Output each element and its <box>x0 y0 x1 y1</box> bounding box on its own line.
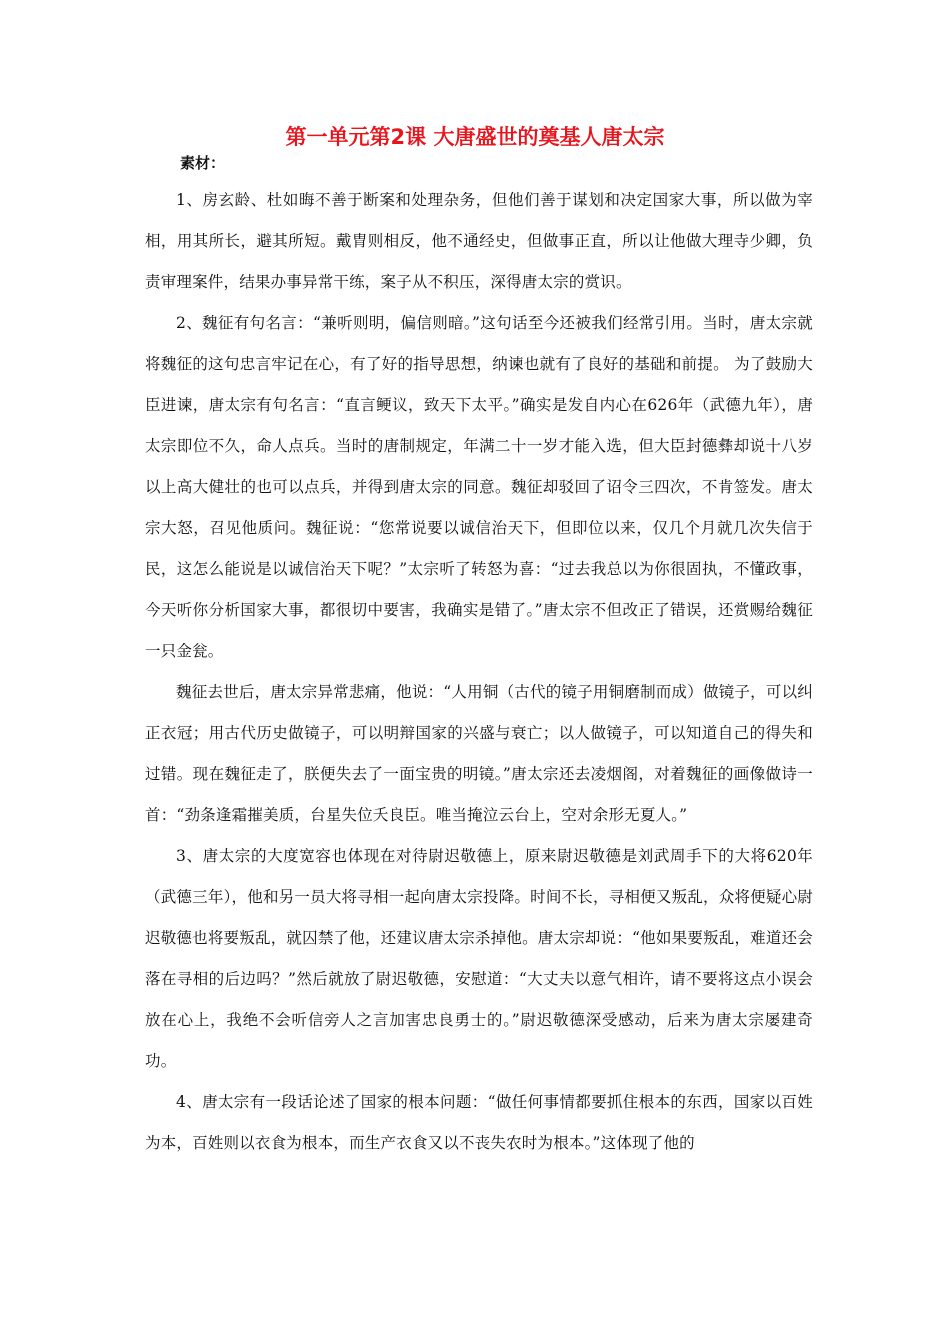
section-label: 素材： <box>180 154 226 172</box>
paragraph-2: 2、魏征有句名言：“兼听则明，偏信则暗。”这句话至今还被我们经常引用。当时，唐太宗就将魏征的这句忠言牢记在心，有了好的指导思想，纳谏也就有了良好的基础和前提。 为了鼓励大臣进谏，唐太宗有句名言：“直言鲠议，致天下太平。”确实是发自内心在626年（武德九年），唐太宗即位不久，命人点兵。当时的唐制规定，年满二十一岁才能入选，但大臣封德彝却说十八岁以上高大健壮的也可以点兵，并得到唐太宗的同意。魏征却驳回了诏令三四次，不肯签发。唐太宗大怒，召见他质问。魏征说：“您常说要以诚信治天下，但即位以来，仅几个月就几次失信于民，这怎么能说是以诚信治天下呢？”太宗听了转怒为喜：“过去我总以为你很固执，不懂政事，今天听你分析国家大事，都很切中要害，我确实是错了。”唐太宗不但改正了错误，还赏赐给魏征一只金瓮。 <box>145 314 813 660</box>
document-body <box>145 180 813 1164</box>
paragraph-3: 魏征去世后，唐太宗异常悲痛，他说：“人用铜（古代的镜子用铜磨制而成）做镜子，可以纠正衣冠；用古代历史做镜子，可以明辩国家的兴盛与衰亡；以人做镜子，可以知道自己的得失和过错。现在魏征走了，朕便失去了一面宝贵的明镜。”唐太宗还去凌烟阁，对着魏征的画像做诗一首：“劲条逢霜摧美质，台星失位夭良臣。唯当掩泣云台上，空对余形无夏人。” <box>145 683 813 824</box>
paragraph-1: 1、房玄龄、杜如晦不善于断案和处理杂务，但他们善于谋划和决定国家大事，所以做为宰相，用其所长，避其所短。戴胄则相反，他不通经史，但做事正直，所以让他做大理寺少卿，负责审理案件，结果办事异常干练，案子从不积压，深得唐太宗的赏识。 <box>145 191 813 291</box>
document-title: 第一单元第2课 大唐盛世的奠基人唐太宗 <box>285 125 665 149</box>
paragraph-5: 4、唐太宗有一段话论述了国家的根本问题：“做任何事情都要抓住根本的东西，国家以百姓为本，百姓则以衣食为根本，而生产衣食又以不丧失农时为根本。”这体现了他的 <box>145 1093 813 1152</box>
paragraph-4: 3、唐太宗的大度宽容也体现在对待尉迟敬德上，原来尉迟敬德是刘武周手下的大将620年（武德三年），他和另一员大将寻相一起向唐太宗投降。时间不长，寻相便又叛乱，众将便疑心尉迟敬德也将要叛乱，就囚禁了他，还建议唐太宗杀掉他。唐太宗却说：“他如果要叛乱，难道还会落在寻相的后边吗？”然后就放了尉迟敬德，安慰道：“大丈夫以意气相许，请不要将这点小误会放在心上，我绝不会听信旁人之言加害忠良勇士的。”尉迟敬德深受感动，后来为唐太宗屡建奇功。 <box>145 847 813 1070</box>
